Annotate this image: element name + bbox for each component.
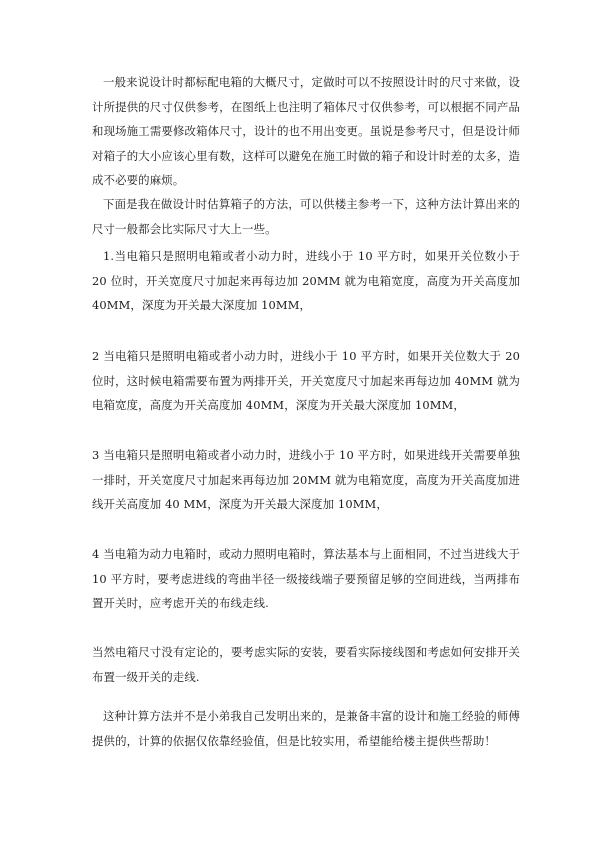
paragraph-method-intro: 下面是我在做设计时估算箱子的方法，可以供楼主参考一下，这种方法计算出来的尺寸一般都会比实际尺寸大上一些。 (92, 197, 520, 236)
paragraph-rule-1: 1.当电箱只是照明电箱或者小动力时，进线小于 10 平方时，如果开关位数小于 20 位时，开关宽度尺寸加起来再每边加 20MM 就为电箱宽度，高度为开关高度加 40MM，深度为开关最大深度加 10MM， (92, 249, 520, 312)
paragraph-rule-2: 2 当电箱只是照明电箱或者小动力时，进线小于 10 平方时，如果开关位数大于 20 位时，这时候电箱需要布置为两排开关，开关宽度尺寸加起来再每边加 40MM 就为电箱宽度，高度为开关高度加 40MM，深度为开关最大深度加 10MM， (92, 349, 520, 412)
paragraph-intro: 一般来说设计时都标配电箱的大概尺寸，定做时可以不按照设计时的尺寸来做，设计所提供的尺寸仅供参考，在图纸上也注明了箱体尺寸仅供参考，可以根据不同产品和现场施工需要修改箱体尺寸，设计的也不用出变更。虽说是参考尺寸，但是设计师对箱子的大小应该心里有数，这样可以避免在施工时做的箱子和设计时差的太多，造成不必要的麻烦。 (92, 75, 520, 187)
paragraph-closing: 这种计算方法并不是小弟我自己发明出来的，是兼备丰富的设计和施工经验的师傅提供的，计算的依据仅依靠经验值，但是比较实用，希望能给楼主提供些帮助！ (92, 709, 520, 748)
paragraph-rule-3: 3 当电箱只是照明电箱或者小动力时，进线小于 10 平方时，如果进线开关需要单独一排时，开关宽度尺寸加起来再每边加 20MM 就为电箱宽度，高度为开关高度加进线开关高度加 40 MM，深度为开关最大深度加 10MM， (92, 448, 520, 511)
paragraph-note: 当然电箱尺寸没有定论的，要考虑实际的安装，要看实际接线图和考虑如何安排开关布置一级开关的走线. (92, 645, 520, 684)
paragraph-rule-4: 4 当电箱为动力电箱时，或动力照明电箱时，算法基本与上面相同，不过当进线大于 10 平方时，要考虑进线的弯曲半径一级接线端子要预留足够的空间进线，当两排布置开关时，应考虑开关的布线走线. (92, 547, 520, 610)
